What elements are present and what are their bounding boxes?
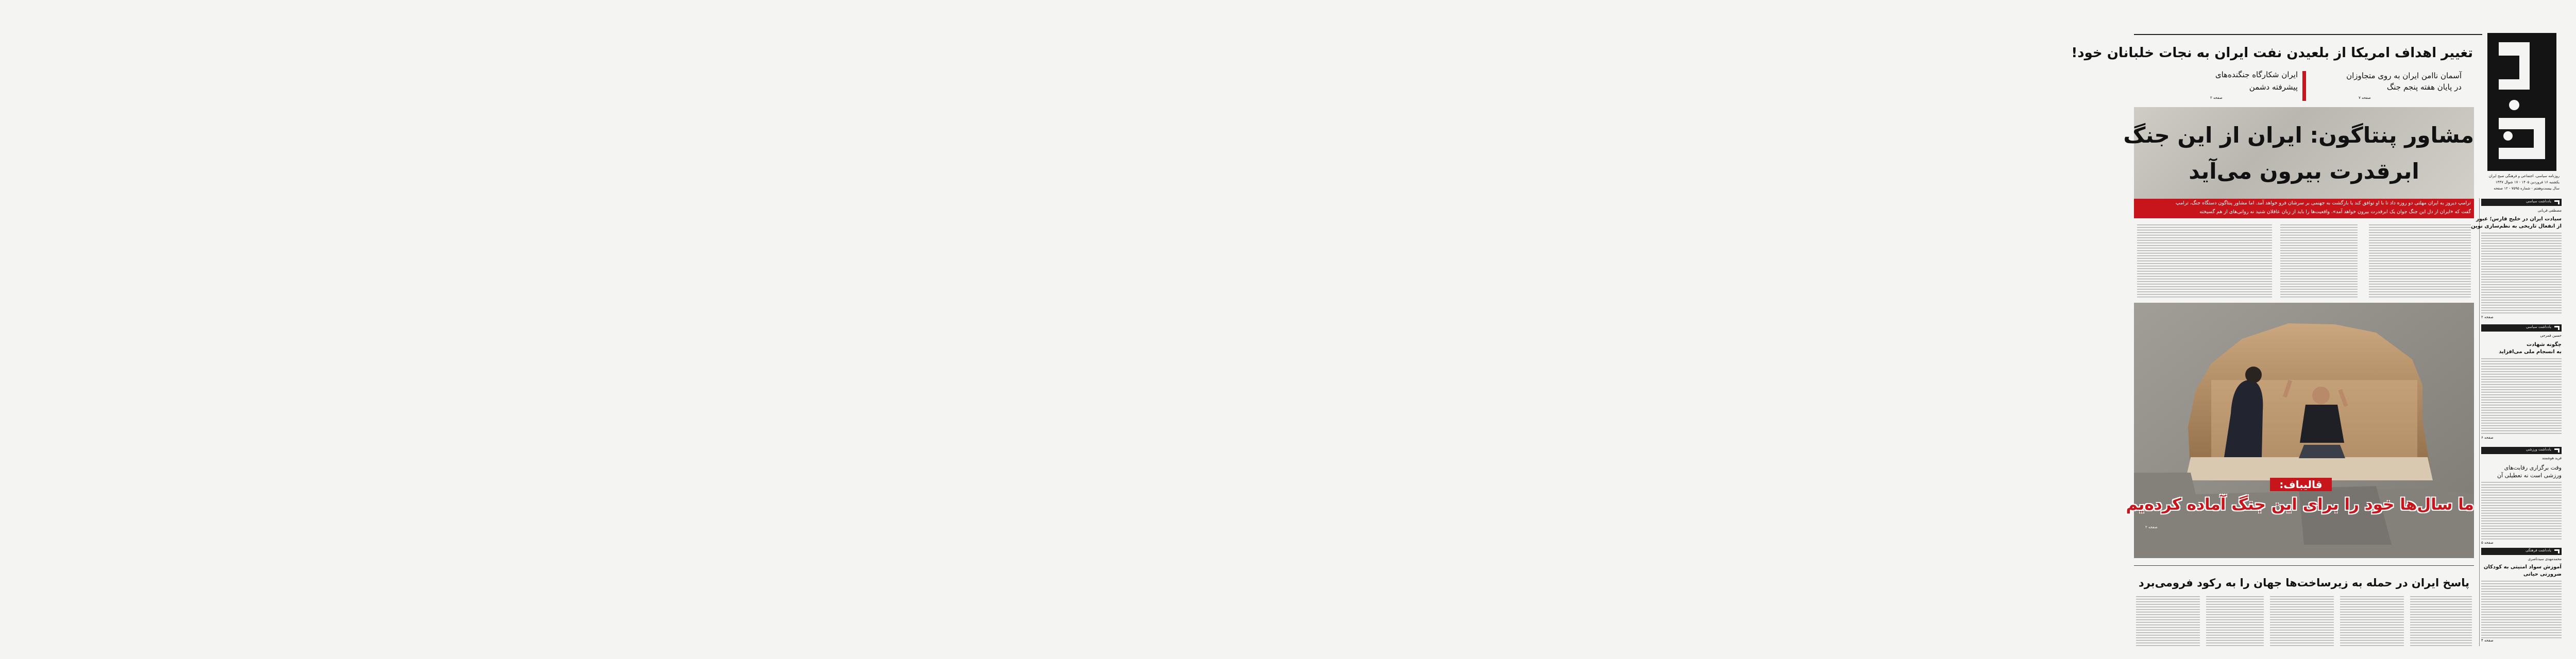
lead-red-bar-line1: ترامپ دیروز به ایران مهلتی دو روزه داد تا با او توافق کند یا بازگشت به جهنمی بر سرشان فرو خواهد آمد. اما مشاور پنتاگون دستگاه جنگ، ترامپ	[2175, 200, 2471, 206]
lead-headline-line1: مشاور پنتاگون: ایران از این جنگ	[2123, 123, 2474, 148]
masthead-logo-block	[2487, 33, 2556, 171]
bottom-col-1	[2410, 596, 2472, 647]
sidebar-body-4	[2481, 581, 2562, 638]
sub-right-line2: در پایان هفته پنجم جنگ	[2386, 82, 2462, 92]
lead-wall-background	[2123, 107, 2474, 199]
top-headline: تغییر اهداف امریکا از بلعیدن نفت ایران به نجات خلبانان خود!	[2071, 45, 2473, 61]
bottom-headline: پاسخ ایران در حمله به زیرساخت‌ها جهان را به رکود فرومی‌برد	[2138, 577, 2470, 589]
sidebar-body-1	[2481, 233, 2562, 315]
sidebar-author-4: محمدمهدی سیدناصری	[2528, 557, 2562, 561]
sidebar-author-2: حسین قمرجی	[2540, 334, 2562, 338]
photo-illustration	[2126, 303, 2474, 558]
sidebar-section-1: یادداشت سیاسی	[2481, 199, 2562, 206]
sidebar-page-2: صفحه ۶	[2481, 436, 2494, 440]
lead-red-bar-line2: گفت که «ایران از دل این جنگ جوان یک ابرقدرت بیرون خواهد آمد». واقعیت‌ها را باید از زبان عاقلان شنید نه روانی‌های از هم گسیخته	[2199, 209, 2471, 215]
sub-right-line1: آسمان ناامن ایران به روی متجاوزان	[2346, 71, 2462, 80]
sidebar-title-2a: چگونه شهادت	[2527, 342, 2562, 348]
lead-headline-line2: ابرقدرت بیرون می‌آید	[2189, 159, 2419, 184]
lead-col-3	[2137, 224, 2272, 299]
bottom-col-2	[2340, 596, 2404, 647]
sidebar-title-1a: سیادت ایران در خلیج فارس؛ عبور	[2476, 216, 2562, 222]
lead-col-1	[2369, 224, 2471, 299]
bottom-col-4	[2206, 596, 2264, 647]
section-marker-icon	[2554, 549, 2560, 553]
sidebar-page-1: صفحه ۲	[2481, 315, 2494, 319]
sidebar-body-2	[2481, 358, 2562, 436]
sub-left-page: صفحه ۲	[2210, 96, 2223, 100]
masthead-description: روزنامه سیاسی، اجتماعی و فرهنگی صبح ایران	[2488, 174, 2560, 178]
section-marker-icon	[2554, 326, 2560, 330]
masthead-date: یکشنبه ۱۶ فروردین ۱۴۰۵ - ۱۷ شوال ۱۴۴۷	[2495, 180, 2560, 184]
sidebar-title-3a: وقت برگزاری رقابت‌های	[2504, 464, 2562, 471]
lead-red-bar	[2134, 199, 2474, 218]
sidebar-title-3b: ورزشی است نه تعطیلی آن	[2497, 472, 2562, 479]
sub-divider	[2302, 71, 2306, 101]
sidebar-author-3: فرید هوشمند	[2541, 456, 2562, 460]
sidebar-title-2b: به انسجام ملی می‌افزاید	[2499, 349, 2562, 355]
sidebar-title-1b: از انفعال تاریخی به نظم‌سازی نوین	[2471, 223, 2562, 229]
sub-right-page: صفحه ۷	[2359, 96, 2371, 100]
sidebar-page-4: صفحه ۴	[2481, 638, 2494, 643]
bottom-body-columns	[2134, 596, 2474, 648]
lead-col-2	[2280, 224, 2358, 299]
sidebar-section-4: یادداشت فرهنگی	[2481, 548, 2562, 555]
sidebar-section-2: یادداشت سیاسی	[2481, 324, 2562, 332]
bottom-col-5	[2136, 596, 2200, 647]
photo-caption: ما سال‌ها خود را برای این جنگ آماده کرده‌یم	[2126, 495, 2474, 514]
masthead-issue: سال بیست‌و‌هفتم - شماره ۷۵۹۵ - ۱۲ صفحه	[2494, 186, 2560, 190]
sub-left-line1: ایران شکارگاه جنگنده‌های	[2215, 70, 2298, 79]
sidebar-author-1: مصطفی قربانی	[2537, 209, 2562, 213]
lead-photo	[2126, 303, 2474, 558]
sidebar-body-3	[2481, 482, 2562, 541]
logo-mark	[2487, 33, 2556, 171]
bottom-rule	[2134, 565, 2474, 566]
bottom-col-3	[2270, 596, 2334, 647]
sidebar-divider	[2479, 198, 2480, 646]
sidebar-page-3: صفحه ۵	[2481, 541, 2494, 545]
sidebar-title-4b: ضرورتی حیاتی	[2523, 571, 2562, 577]
lead-body-columns	[2134, 222, 2474, 301]
top-rule	[2134, 34, 2482, 35]
section-marker-icon	[2554, 448, 2560, 453]
sidebar-title-4a: آموزش سواد امنیتی به کودکان	[2483, 564, 2562, 570]
photo-page: صفحه ۲	[2145, 525, 2158, 529]
sidebar-section-3: یادداشت ورزشی	[2481, 447, 2562, 454]
photo-kicker: قالیباف:	[2270, 478, 2332, 491]
section-marker-icon	[2554, 200, 2560, 204]
sub-left-line2: پیشرفته دشمن	[2249, 82, 2298, 92]
